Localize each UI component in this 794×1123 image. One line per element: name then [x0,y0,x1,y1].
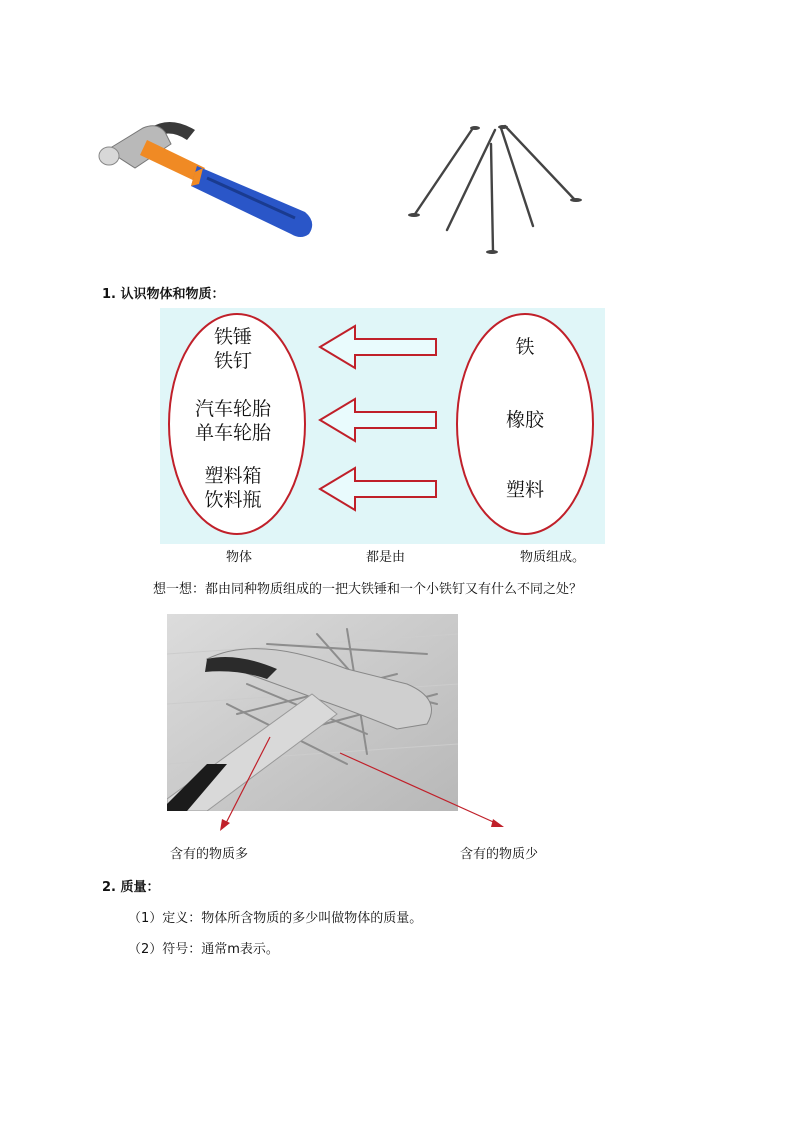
object-group-iron [170,325,296,373]
item-plastic-box: 塑料箱 [204,465,262,487]
label-less-matter: 含有的物质少 [460,847,539,862]
item-bottle: 饮料瓶 [204,489,262,511]
matter-rubber: 橡胶 [505,409,544,431]
caption-made-of: 都是由 [366,550,406,565]
item-nail: 铁钉 [213,350,252,372]
pointer-lines [210,735,510,835]
matter-plastic: 塑料 [505,479,544,501]
nails-illustration [405,122,585,257]
mass-symbol: （2）符号：通常m表示。 [128,942,279,957]
matter-iron: 铁 [515,336,535,358]
section2-title: 2. 质量： [102,880,160,895]
item-hammer: 铁锤 [213,326,252,348]
hammer-illustration [95,110,325,245]
mass-definition: （1）定义：物体所含物质的多少叫做物体的质量。 [128,911,423,926]
label-more-matter: 含有的物质多 [170,847,249,862]
object-group-plastic [170,464,296,512]
caption-matter: 物质组成。 [520,550,586,565]
object-group-rubber [170,397,296,445]
think-question: 想一想：都由同种物质组成的一把大铁锤和一个小铁钉又有什么不同之处？ [153,582,583,597]
section1-title: 1. 认识物体和物质： [102,287,225,302]
item-bike-tire: 单车轮胎 [194,422,271,444]
caption-object: 物体 [226,550,253,565]
item-car-tire: 汽车轮胎 [194,398,271,420]
